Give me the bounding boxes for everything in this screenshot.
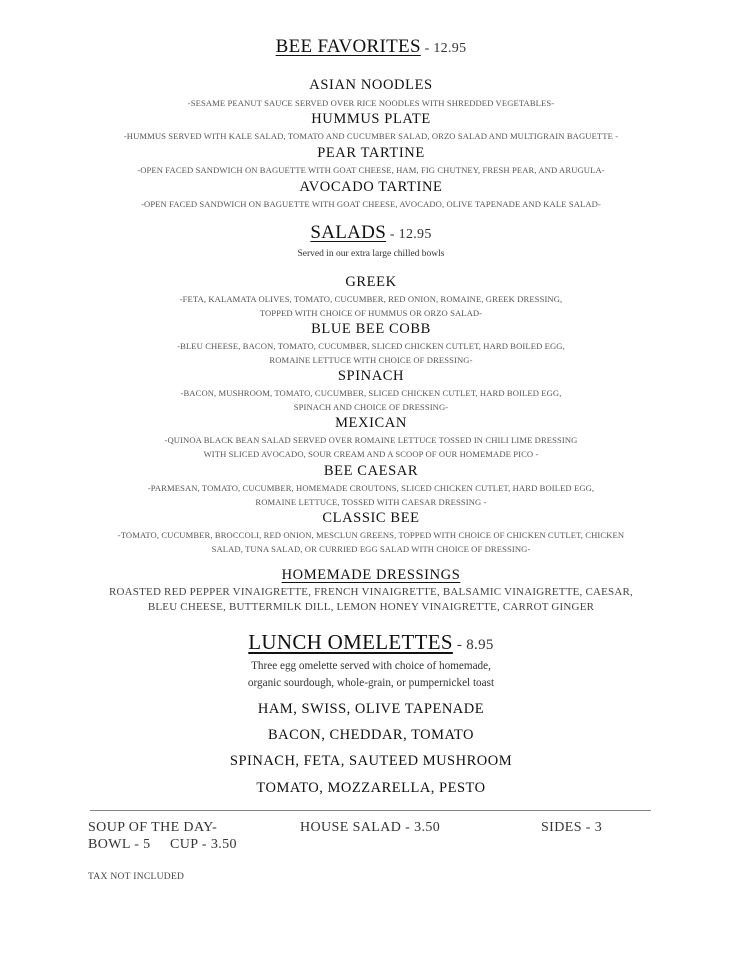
menu-item-desc: -BLEU CHEESE, BACON, TOMATO, CUCUMBER, SLICED CHICKEN CUTLET, HARD BOILED EGG, (177, 341, 565, 351)
omelette-item: SPINACH, FETA, SAUTEED MUSHROOM (229, 753, 513, 769)
section-title: SALADS (310, 222, 387, 243)
bee-favorites-header (0, 36, 742, 58)
menu-item-name: BLUE BEE COBB (311, 321, 431, 337)
menu-item-desc: SALAD, TUNA SALAD, OR CURRIED EGG SALAD WITH CHOICE OF DRESSING- (211, 544, 531, 554)
house-salad: HOUSE SALAD - 3.50 (300, 820, 441, 835)
menu-item-desc: TOPPED WITH CHOICE OF HUMMUS OR ORZO SALAD- (259, 308, 483, 318)
section-note: Served in our extra large chilled bowls (297, 249, 445, 259)
menu-item-desc: SPINACH AND CHOICE OF DRESSING- (293, 402, 449, 412)
section-title: LUNCH OMELETTES (248, 630, 453, 654)
menu-item-desc: -SESAME PEANUT SAUCE SERVED OVER RICE NOODLES WITH SHREDDED VEGETABLES- (187, 98, 555, 108)
menu-item-name: PEAR TARTINE (317, 145, 425, 161)
omelette-desc: Three egg omelette served with choice of homemade, (251, 660, 491, 672)
menu-item-name: ASIAN NOODLES (309, 77, 433, 93)
menu-item-desc: ROMAINE LETTUCE WITH CHOICE OF DRESSING- (269, 355, 473, 365)
omelette-item: TOMATO, MOZZARELLA, PESTO (256, 780, 486, 796)
omelettes-header (0, 630, 742, 655)
dressings-line: BLEU CHEESE, BUTTERMILK DILL, LEMON HONEY VINAIGRETTE, CARROT GINGER (147, 601, 595, 613)
section-price: - 8.95 (452, 637, 494, 653)
menu-item-desc: -HUMMUS SERVED WITH KALE SALAD, TOMATO AND CUCUMBER SALAD, ORZO SALAD AND MULTIGRAIN BAGUETTE - (123, 131, 619, 141)
section-title: HOMEMADE DRESSINGS (281, 567, 461, 583)
sides: SIDES - 3 (541, 820, 603, 835)
menu-item-name: GREEK (345, 274, 397, 290)
footer-divider (90, 810, 651, 811)
menu-item-desc: -FETA, KALAMATA OLIVES, TOMATO, CUCUMBER, RED ONION, ROMAINE, GREEK DRESSING, (179, 294, 563, 304)
salads-header (0, 222, 742, 244)
menu-item-desc: -TOMATO, CUCUMBER, BROCCOLI, RED ONION, MESCLUN GREENS, TOPPED WITH CHOICE OF CHICKEN CUTLET, CHICKEN (117, 530, 625, 540)
menu-item-desc: -QUINOA BLACK BEAN SALAD SERVED OVER ROMAINE LETTUCE TOSSED IN CHILI LIME DRESSING (164, 435, 578, 445)
omelette-desc: organic sourdough, whole-grain, or pumpernickel toast (247, 677, 495, 689)
menu-item-name: AVOCADO TARTINE (299, 179, 443, 195)
menu-item-name: BEE CAESAR (323, 463, 419, 479)
section-price: - 12.95 (420, 41, 467, 56)
dressings-header (0, 566, 742, 584)
soup-sizes: BOWL - 5 CUP - 3.50 (88, 837, 237, 852)
menu-item-desc: WITH SLICED AVOCADO, SOUR CREAM AND A SCOOP OF OUR HOMEMADE PICO - (203, 449, 539, 459)
menu-item-desc: -OPEN FACED SANDWICH ON BAGUETTE WITH GOAT CHEESE, AVOCADO, OLIVE TAPENADE AND KALE SALAD- (141, 199, 601, 209)
menu-item-name: MEXICAN (335, 415, 407, 431)
menu-item-name: HUMMUS PLATE (311, 111, 431, 127)
menu-item-desc: ROMAINE LETTUCE, TOSSED WITH CAESAR DRESSING - (255, 497, 487, 507)
section-price: - 12.95 (386, 227, 432, 242)
section-title: BEE FAVORITES (275, 36, 421, 57)
soup-label: SOUP OF THE DAY- (88, 820, 218, 835)
dressings-line: ROASTED RED PEPPER VINAIGRETTE, FRENCH VINAIGRETTE, BALSAMIC VINAIGRETTE, CAESAR, (108, 586, 634, 598)
menu-item-desc: -PARMESAN, TOMATO, CUCUMBER, HOMEMADE CROUTONS, SLICED CHICKEN CUTLET, HARD BOILED EGG, (147, 483, 595, 493)
omelette-item: HAM, SWISS, OLIVE TAPENADE (257, 701, 485, 717)
menu-item-name: SPINACH (337, 368, 405, 384)
omelette-item: BACON, CHEDDAR, TOMATO (268, 727, 474, 743)
menu-item-desc: -BACON, MUSHROOM, TOMATO, CUCUMBER, SLICED CHICKEN CUTLET, HARD BOILED EGG, (180, 388, 562, 398)
tax-note: TAX NOT INCLUDED (88, 872, 185, 882)
menu-item-name: CLASSIC BEE (322, 510, 420, 526)
menu-item-desc: -OPEN FACED SANDWICH ON BAGUETTE WITH GOAT CHEESE, HAM, FIG CHUTNEY, FRESH PEAR, AND ARUGULA- (137, 165, 605, 175)
